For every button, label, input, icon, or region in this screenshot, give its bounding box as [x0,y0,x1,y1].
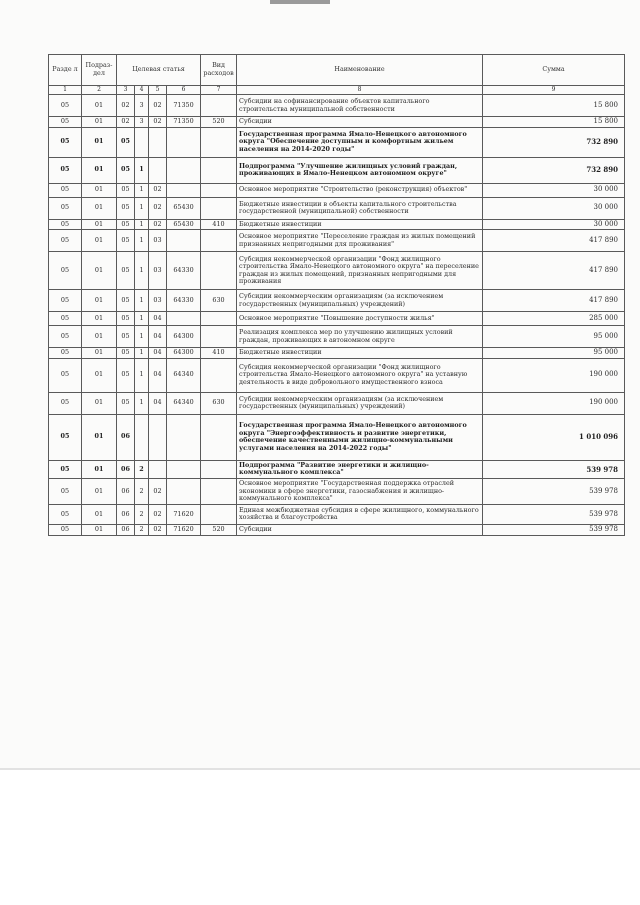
cell-vid-raskhodov [201,157,237,183]
cell-cs-program: 05 [117,358,135,392]
col-num: 6 [167,86,201,95]
cell-vid-raskhodov [201,127,237,157]
cell-summa: 30 000 [483,219,625,230]
cell-razdel: 05 [49,358,82,392]
cell-summa: 190 000 [483,392,625,414]
cell-podrazdel: 01 [82,348,117,359]
cell-cs-subprogram: 1 [135,183,149,197]
cell-cs-program: 06 [117,414,135,460]
cell-cs-program: 05 [117,183,135,197]
cell-cs-direction: 64300 [167,348,201,359]
cell-razdel: 05 [49,460,82,478]
cell-razdel: 05 [49,312,82,326]
cell-vid-raskhodov [201,312,237,326]
cell-razdel: 05 [49,230,82,252]
cell-podrazdel: 01 [82,127,117,157]
cell-cs-program: 06 [117,504,135,524]
cell-cs-direction: 64330 [167,290,201,312]
cell-razdel: 05 [49,127,82,157]
cell-cs-event: 03 [149,290,167,312]
table-row [49,252,625,290]
table-row [49,219,625,230]
cell-cs-direction: 64330 [167,252,201,290]
cell-podrazdel: 01 [82,504,117,524]
cell-podrazdel: 01 [82,157,117,183]
cell-cs-program: 02 [117,117,135,128]
cell-naimenovanie: Субсидии [237,117,483,128]
cell-cs-event: 04 [149,358,167,392]
cell-razdel: 05 [49,117,82,128]
cell-cs-direction: 71620 [167,504,201,524]
col-num: 1 [49,86,82,95]
cell-summa: 417 890 [483,252,625,290]
cell-naimenovanie: Государственная программа Ямало-Ненецкого автономного округа "Энергоэффективность и развитие энергетики, обеспечение качественными жилищно-коммунальными услугами населения на 2014-2022 годы" [237,414,483,460]
cell-vid-raskhodov [201,478,237,504]
cell-podrazdel: 01 [82,219,117,230]
table-row [49,157,625,183]
cell-naimenovanie: Основное мероприятие "Повышение доступности жилья" [237,312,483,326]
cell-cs-direction: 71350 [167,117,201,128]
cell-cs-program: 06 [117,524,135,535]
cell-vid-raskhodov [201,504,237,524]
cell-razdel: 05 [49,183,82,197]
cell-cs-event: 02 [149,524,167,535]
cell-cs-subprogram: 1 [135,230,149,252]
cell-cs-subprogram [135,414,149,460]
cell-summa: 15 800 [483,117,625,128]
cell-vid-raskhodov: 410 [201,219,237,230]
cell-summa: 30 000 [483,183,625,197]
cell-summa: 1 010 096 [483,414,625,460]
cell-razdel: 05 [49,524,82,535]
cell-summa: 732 890 [483,127,625,157]
cell-vid-raskhodov [201,252,237,290]
header-podrazdel: Подраз- дел [82,55,117,86]
cell-vid-raskhodov [201,230,237,252]
cell-cs-event [149,127,167,157]
cell-summa: 95 000 [483,326,625,348]
cell-summa: 539 978 [483,524,625,535]
cell-cs-subprogram: 1 [135,290,149,312]
col-num: 5 [149,86,167,95]
cell-podrazdel: 01 [82,252,117,290]
cell-cs-program: 05 [117,312,135,326]
cell-vid-raskhodov [201,358,237,392]
cell-summa: 30 000 [483,197,625,219]
cell-podrazdel: 01 [82,414,117,460]
cell-cs-subprogram: 1 [135,252,149,290]
cell-cs-direction [167,183,201,197]
table-row [49,414,625,460]
cell-naimenovanie: Субсидии [237,524,483,535]
header-row [49,55,625,86]
cell-cs-direction: 71350 [167,95,201,117]
cell-vid-raskhodov [201,95,237,117]
cell-cs-program: 05 [117,392,135,414]
cell-cs-event: 02 [149,504,167,524]
cell-cs-subprogram: 1 [135,197,149,219]
cell-cs-program: 05 [117,326,135,348]
table-row [49,197,625,219]
cell-razdel: 05 [49,478,82,504]
cell-razdel: 05 [49,326,82,348]
cell-cs-event: 04 [149,326,167,348]
cell-cs-event: 02 [149,117,167,128]
table-row [49,290,625,312]
cell-cs-direction: 64340 [167,358,201,392]
cell-vid-raskhodov [201,183,237,197]
cell-summa: 190 000 [483,358,625,392]
cell-cs-event: 02 [149,95,167,117]
cell-cs-subprogram: 1 [135,392,149,414]
table-row [49,326,625,348]
cell-summa: 732 890 [483,157,625,183]
cell-cs-event: 02 [149,219,167,230]
cell-cs-subprogram [135,127,149,157]
cell-cs-program: 05 [117,290,135,312]
cell-naimenovanie: Бюджетные инвестиции [237,348,483,359]
cell-vid-raskhodov [201,460,237,478]
table-row [49,504,625,524]
cell-vid-raskhodov: 520 [201,117,237,128]
cell-cs-direction [167,157,201,183]
cell-cs-subprogram: 3 [135,117,149,128]
cell-vid-raskhodov [201,414,237,460]
cell-cs-direction [167,414,201,460]
col-num: 7 [201,86,237,95]
table-row [49,127,625,157]
cell-summa: 15 800 [483,95,625,117]
cell-razdel: 05 [49,290,82,312]
cell-cs-subprogram: 1 [135,157,149,183]
cell-cs-direction: 71620 [167,524,201,535]
column-number-row [49,86,625,95]
col-num: 3 [117,86,135,95]
table-row [49,117,625,128]
col-num: 8 [237,86,483,95]
cell-summa: 417 890 [483,230,625,252]
cell-cs-direction [167,460,201,478]
cell-cs-direction [167,127,201,157]
cell-cs-event: 02 [149,183,167,197]
cell-cs-subprogram: 2 [135,504,149,524]
cell-naimenovanie: Субсидии некоммерческим организациям (за исключением государственных (муниципальных) учреждений) [237,392,483,414]
cell-cs-subprogram: 3 [135,95,149,117]
cell-naimenovanie: Основное мероприятие "Строительство (реконструкция) объектов" [237,183,483,197]
cell-razdel: 05 [49,197,82,219]
budget-table [48,54,625,536]
cell-cs-event [149,157,167,183]
col-num: 9 [483,86,625,95]
cell-cs-program: 05 [117,348,135,359]
cell-summa: 285 000 [483,312,625,326]
cell-podrazdel: 01 [82,312,117,326]
cell-cs-direction: 65430 [167,197,201,219]
cell-cs-program: 02 [117,95,135,117]
cell-podrazdel: 01 [82,478,117,504]
header-vid-raskhodov: Вид расходов [201,55,237,86]
cell-podrazdel: 01 [82,392,117,414]
cell-cs-direction: 64300 [167,326,201,348]
cell-naimenovanie: Субсидии некоммерческим организациям (за исключением государственных (муниципальных) учреждений) [237,290,483,312]
cell-cs-event: 02 [149,197,167,219]
cell-cs-event: 02 [149,478,167,504]
scan-mark [270,0,330,4]
cell-podrazdel: 01 [82,95,117,117]
cell-razdel: 05 [49,95,82,117]
header-razdel: Разде л [49,55,82,86]
cell-cs-direction [167,478,201,504]
cell-vid-raskhodov: 630 [201,392,237,414]
cell-cs-subprogram: 1 [135,219,149,230]
cell-vid-raskhodov: 410 [201,348,237,359]
table-row [49,312,625,326]
cell-vid-raskhodov: 630 [201,290,237,312]
cell-cs-event: 03 [149,230,167,252]
cell-cs-subprogram: 1 [135,358,149,392]
cell-cs-event: 04 [149,392,167,414]
cell-cs-direction [167,312,201,326]
cell-cs-direction [167,230,201,252]
table-row [49,183,625,197]
cell-naimenovanie: Субсидия некоммерческой организации "Фонд жилищного строительства Ямало-Ненецкого автономного округа" на уставную деятельность в виде добровольного имущественного взноса [237,358,483,392]
cell-naimenovanie: Подпрограмма "Улучшение жилищных условий граждан, проживающих в Ямало-Ненецком автономном округе" [237,157,483,183]
cell-podrazdel: 01 [82,117,117,128]
cell-cs-program: 05 [117,230,135,252]
cell-cs-program: 05 [117,157,135,183]
cell-vid-raskhodov [201,197,237,219]
header-celevaya-statya: Целевая статья [117,55,201,86]
cell-vid-raskhodov: 520 [201,524,237,535]
cell-cs-program: 05 [117,252,135,290]
cell-summa: 539 978 [483,478,625,504]
cell-cs-subprogram: 2 [135,460,149,478]
col-num: 2 [82,86,117,95]
cell-naimenovanie: Основное мероприятие "Переселение граждан из жилых помещений признанных непригодными для проживания" [237,230,483,252]
header-summa: Сумма [483,55,625,86]
cell-cs-event [149,460,167,478]
cell-cs-subprogram: 1 [135,312,149,326]
table-row [49,230,625,252]
table-row [49,392,625,414]
cell-cs-program: 05 [117,197,135,219]
cell-naimenovanie: Реализация комплекса мер по улучшению жилищных условий граждан, проживающих в автономном округе [237,326,483,348]
cell-cs-program: 06 [117,460,135,478]
cell-naimenovanie: Единая межбюджетная субсидия в сфере жилищного, коммунального хозяйства и благоустройства [237,504,483,524]
cell-podrazdel: 01 [82,230,117,252]
cell-razdel: 05 [49,157,82,183]
cell-summa: 95 000 [483,348,625,359]
header-naimenovanie: Наименование [237,55,483,86]
cell-vid-raskhodov [201,326,237,348]
cell-cs-subprogram: 2 [135,524,149,535]
col-num: 4 [135,86,149,95]
cell-cs-program: 05 [117,219,135,230]
cell-cs-program: 05 [117,127,135,157]
table-row [49,95,625,117]
cell-naimenovanie: Подпрограмма "Развитие энергетики и жилищно-коммунального комплекса" [237,460,483,478]
cell-naimenovanie: Субсидии на софинансирование объектов капитального строительства муниципальной собственности [237,95,483,117]
cell-cs-direction: 65430 [167,219,201,230]
cell-naimenovanie: Основное мероприятие "Государственная поддержка отраслей экономики в сфере энергетики, газоснабжения и жилищно-коммунального комплекса" [237,478,483,504]
cell-cs-direction: 64340 [167,392,201,414]
table-row [49,524,625,535]
cell-podrazdel: 01 [82,460,117,478]
cell-razdel: 05 [49,414,82,460]
cell-podrazdel: 01 [82,358,117,392]
cell-naimenovanie: Бюджетные инвестиции [237,219,483,230]
cell-razdel: 05 [49,504,82,524]
table-row [49,348,625,359]
cell-podrazdel: 01 [82,197,117,219]
cell-razdel: 05 [49,392,82,414]
cell-razdel: 05 [49,219,82,230]
cell-summa: 539 978 [483,504,625,524]
cell-cs-event: 04 [149,348,167,359]
cell-naimenovanie: Бюджетные инвестиции в объекты капитального строительства государственной (муниципальной) собственности [237,197,483,219]
cell-naimenovanie: Субсидия некоммерческой организации "Фонд жилищного строительства Ямало-Ненецкого автономного округа" на переселение граждан из жилых помещений, признанных непригодными для проживания [237,252,483,290]
cell-cs-event: 04 [149,312,167,326]
cell-cs-subprogram: 2 [135,478,149,504]
cell-razdel: 05 [49,252,82,290]
table-row [49,358,625,392]
cell-cs-event: 03 [149,252,167,290]
table-row [49,460,625,478]
cell-summa: 417 890 [483,290,625,312]
cell-cs-event [149,414,167,460]
cell-cs-subprogram: 1 [135,326,149,348]
table-row [49,478,625,504]
cell-podrazdel: 01 [82,524,117,535]
cell-podrazdel: 01 [82,290,117,312]
budget-table-container [48,54,624,536]
cell-razdel: 05 [49,348,82,359]
cell-podrazdel: 01 [82,326,117,348]
cell-summa: 539 978 [483,460,625,478]
cell-cs-program: 06 [117,478,135,504]
cell-podrazdel: 01 [82,183,117,197]
cell-naimenovanie: Государственная программа Ямало-Ненецкого автономного округа "Обеспечение доступным и комфортным жильем населения на 2014-2020 годы" [237,127,483,157]
cell-cs-subprogram: 1 [135,348,149,359]
